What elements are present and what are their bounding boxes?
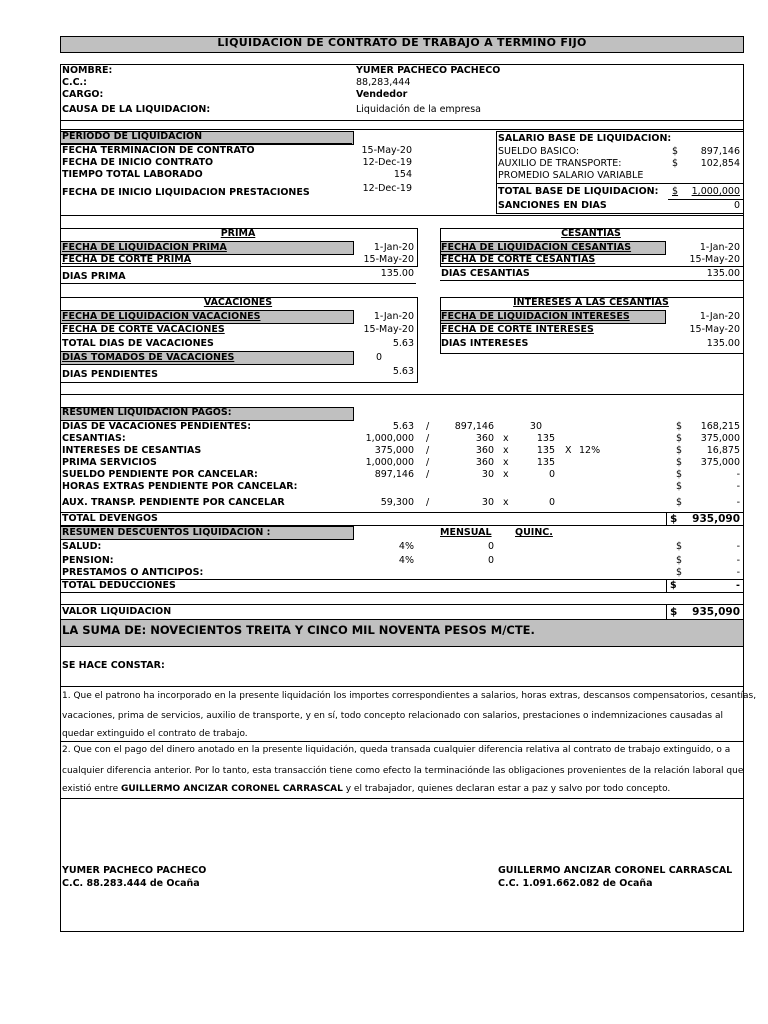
intereses-dias-label: DIAS INTERESES <box>441 338 529 349</box>
periodo-label: FECHA DE INICIO CONTRATO <box>62 157 214 168</box>
paragraph-line-end: y el trabajador, quienes declaran estar a paz y salvo por todo concepto. <box>342 784 671 794</box>
descuentos-header: RESUMEN DESCUENTOS LIQUIDACION : <box>62 527 271 538</box>
paragraph-line: 1. Que el patrono ha incorporado en la presente liquidación los importes correspondientes a salarios, horas extras, descansos compensatorios, cesantías, <box>62 691 757 701</box>
paragraph-line: cualquier diferencia anterior. Por lo tanto, esta transacción tiene como efecto la terminaciónde las obligaciones provenientes de la relación laboral que <box>62 766 744 776</box>
resumen-total: - <box>736 497 740 508</box>
nombre-label: NOMBRE: <box>62 65 113 76</box>
resumen-c: 135 <box>536 433 555 444</box>
resumen-b: 360 <box>475 433 494 444</box>
divider <box>440 280 743 281</box>
prima-header: PRIMA <box>220 228 256 239</box>
resumen-total: - <box>736 469 740 480</box>
sueldo-value: 897,146 <box>700 146 740 157</box>
divider <box>60 512 743 513</box>
divider <box>60 215 743 216</box>
resumen-a: 1,000,000 <box>365 457 414 468</box>
resumen-op: / <box>426 445 430 456</box>
descuento-total: - <box>736 567 740 578</box>
intereses-fecha-liq: 1-Jan-20 <box>699 311 740 322</box>
vacaciones-tomados: 0 <box>375 352 382 363</box>
auxilio-currency: $ <box>672 158 679 169</box>
resumen-currency: $ <box>676 445 683 456</box>
resumen-a: 5.63 <box>392 421 414 432</box>
employer-signature-cc: C.C. 1.091.662.082 de Ocaña <box>498 878 653 889</box>
sueldo-label: SUELDO BASICO: <box>498 146 580 157</box>
valor-currency: $ <box>670 606 678 618</box>
resumen-op: / <box>426 433 430 444</box>
divider <box>60 592 743 593</box>
resumen-b: 360 <box>475 445 494 456</box>
total-base-label: TOTAL BASE DE LIQUIDACION: <box>498 186 659 197</box>
vacaciones-fecha-corte: 15-May-20 <box>363 324 414 335</box>
resumen-currency: $ <box>676 469 683 480</box>
cesantias-fecha-corte: 15-May-20 <box>689 254 740 265</box>
vacaciones-fecha-liq: 1-Jan-20 <box>373 311 414 322</box>
cargo-value: Vendedor <box>356 89 408 100</box>
resumen-a: 59,300 <box>380 497 414 508</box>
resumen-b: 360 <box>475 457 494 468</box>
cesantias-header: CESANTIAS <box>561 228 621 239</box>
nombre-value: YUMER PACHECO PACHECO <box>356 65 501 76</box>
cc-value: 88,283,444 <box>356 77 411 88</box>
total-devengos-label: TOTAL DEVENGOS <box>62 513 158 524</box>
prima-dias-label: DIAS PRIMA <box>62 271 126 282</box>
periodo-label: FECHA DE INICIO LIQUIDACION PRESTACIONES <box>62 187 310 198</box>
resumen-op: / <box>426 497 430 508</box>
divider <box>60 120 743 121</box>
resumen-c: 135 <box>536 457 555 468</box>
resumen-total: 375,000 <box>700 457 740 468</box>
periodo-label: FECHA TERMINACION DE CONTRATO <box>62 145 255 156</box>
cesantias-fecha-liq-label: FECHA DE LIQUIDACION CESANTIAS <box>441 242 632 253</box>
descuento-label: PENSION: <box>62 555 114 566</box>
descuento-pct: 4% <box>398 541 414 552</box>
descuento-label: SALUD: <box>62 541 102 552</box>
prima-fecha-liq: 1-Jan-20 <box>373 242 414 253</box>
resumen-b: 30 <box>481 469 494 480</box>
vacaciones-pendientes-label: DIAS PENDIENTES <box>62 369 158 380</box>
intereses-dias: 135.00 <box>706 338 740 349</box>
resumen-b: 30 <box>481 497 494 508</box>
descuento-total: - <box>736 541 740 552</box>
sanciones-value: 0 <box>733 200 740 211</box>
promedio-label: PROMEDIO SALARIO VARIABLE <box>498 170 644 181</box>
constar-text: SE HACE CONSTAR: <box>62 660 165 671</box>
descuento-mensual: 0 <box>487 555 494 566</box>
divider <box>60 741 743 742</box>
prima-fecha-corte-label: FECHA DE CORTE PRIMA <box>62 254 192 265</box>
resumen-label: PRIMA SERVICIOS <box>62 457 157 468</box>
resumen-currency: $ <box>676 481 683 492</box>
vacaciones-fecha-liq-label: FECHA DE LIQUIDACION VACACIONES <box>62 311 261 322</box>
periodo-label: TIEMPO TOTAL LABORADO <box>62 169 203 180</box>
paragraph-line <box>62 783 670 795</box>
resumen-a: 1,000,000 <box>365 433 414 444</box>
resumen-currency: $ <box>676 457 683 468</box>
divider <box>60 143 352 144</box>
descuento-currency: $ <box>676 567 683 578</box>
mensual-label: MENSUAL <box>440 527 492 538</box>
resumen-op: / <box>426 421 430 432</box>
periodo-header: PERIODO DE LIQUIDACION <box>62 131 203 142</box>
sanciones-label: SANCIONES EN DIAS <box>498 200 607 211</box>
cargo-label: CARGO: <box>62 89 104 100</box>
total-devengos-value: 935,090 <box>692 513 740 525</box>
total-devengos-currency: $ <box>670 513 678 525</box>
prima-dias: 135.00 <box>380 268 414 279</box>
valor-label: VALOR LIQUIDACION <box>62 606 172 617</box>
causa-value: Liquidación de la empresa <box>356 104 482 115</box>
valor-value: 935,090 <box>692 606 740 618</box>
auxilio-value: 102,854 <box>700 158 740 169</box>
total-deducciones-value: - <box>736 580 740 591</box>
resumen-c: 0 <box>548 469 555 480</box>
total-base-value: 1,000,000 <box>691 186 740 197</box>
employee-signature-cc: C.C. 88.283.444 de Ocaña <box>62 878 200 889</box>
resumen-total: - <box>736 481 740 492</box>
resumen-total: 375,000 <box>700 433 740 444</box>
sueldo-currency: $ <box>672 146 679 157</box>
vacaciones-pendientes: 5.63 <box>392 366 414 377</box>
resumen-b: 897,146 <box>454 421 494 432</box>
prima-fecha-liq-label: FECHA DE LIQUIDACION PRIMA <box>62 242 227 253</box>
divider <box>60 604 743 605</box>
periodo-value: 15-May-20 <box>361 145 412 156</box>
resumen-op: X <box>565 445 572 456</box>
causa-label: CAUSA DE LA LIQUIDACION: <box>62 104 211 115</box>
resumen-op: x <box>503 469 509 480</box>
cesantias-fecha-liq: 1-Jan-20 <box>699 242 740 253</box>
descuento-pct: 4% <box>398 555 414 566</box>
cc-label: C.C.: <box>62 77 87 88</box>
total-deducciones-currency: $ <box>670 580 677 591</box>
resumen-c: 135 <box>536 445 555 456</box>
intereses-fecha-liq-label: FECHA DE LIQUIDACION INTERESES <box>441 311 630 322</box>
resumen-c: 0 <box>548 497 555 508</box>
paragraph-line: quedar extinguido el contrato de trabajo. <box>62 729 248 739</box>
resumen-currency: $ <box>676 433 683 444</box>
total-base-currency: $ <box>672 186 679 197</box>
auxilio-label: AUXILIO DE TRANSPORTE: <box>498 158 622 169</box>
resumen-header: RESUMEN LIQUIDACION PAGOS: <box>62 407 232 418</box>
cesantias-dias-label: DIAS CESANTIAS <box>441 268 530 279</box>
suma-text: LA SUMA DE: NOVECIENTOS TREITA Y CINCO MIL NOVENTA PESOS M/CTE. <box>62 623 535 637</box>
paragraph-employer-name: GUILLERMO ANCIZAR CORONEL CARRASCAL <box>120 784 343 794</box>
vacaciones-total-label: TOTAL DIAS DE VACACIONES <box>62 338 214 349</box>
prima-fecha-corte: 15-May-20 <box>363 254 414 265</box>
periodo-value: 12-Dec-19 <box>362 183 412 194</box>
vacaciones-total: 5.63 <box>392 338 414 349</box>
vacaciones-tomados-label: DIAS TOMADOS DE VACACIONES <box>62 352 235 363</box>
intereses-header: INTERESES A LAS CESANTIAS <box>513 297 669 308</box>
vacaciones-header: VACACIONES <box>203 297 273 308</box>
resumen-op: x <box>503 445 509 456</box>
resumen-op: x <box>503 433 509 444</box>
resumen-a: 897,146 <box>374 469 414 480</box>
resumen-label: DIAS DE VACACIONES PENDIENTES: <box>62 421 252 432</box>
divider <box>60 283 416 284</box>
resumen-d: 12% <box>579 445 601 456</box>
resumen-label: HORAS EXTRAS PENDIENTE POR CANCELAR: <box>62 481 298 492</box>
descuento-currency: $ <box>676 555 683 566</box>
vacaciones-fecha-corte-label: FECHA DE CORTE VACACIONES <box>62 324 225 335</box>
resumen-label: CESANTIAS: <box>62 433 126 444</box>
periodo-value: 12-Dec-19 <box>362 157 412 168</box>
cesantias-dias: 135.00 <box>706 268 740 279</box>
salario-header: SALARIO BASE DE LIQUIDACION: <box>498 133 672 144</box>
paragraph-line-start: existió entre <box>62 784 121 794</box>
resumen-total: 168,215 <box>700 421 740 432</box>
resumen-op: / <box>426 457 430 468</box>
total-deducciones-label: TOTAL DEDUCCIONES <box>62 580 176 591</box>
divider <box>60 129 743 130</box>
descuento-label: PRESTAMOS O ANTICIPOS: <box>62 567 204 578</box>
resumen-currency: $ <box>676 421 683 432</box>
resumen-currency: $ <box>676 497 683 508</box>
descuento-mensual: 0 <box>487 541 494 552</box>
divider <box>496 183 743 184</box>
quinc-label: QUINC. <box>515 527 553 538</box>
employee-signature-name: YUMER PACHECO PACHECO <box>62 865 207 876</box>
resumen-c: 30 <box>529 421 542 432</box>
descuento-currency: $ <box>676 541 683 552</box>
divider <box>60 798 743 799</box>
document-title: LIQUIDACION DE CONTRATO DE TRABAJO A TERMINO FIJO <box>217 36 587 49</box>
cesantias-fecha-corte-label: FECHA DE CORTE CESANTIAS <box>441 254 596 265</box>
resumen-op: x <box>503 457 509 468</box>
resumen-label: INTERESES DE CESANTIAS <box>62 445 202 456</box>
descuento-total: - <box>736 555 740 566</box>
paragraph-line: 2. Que con el pago del dinero anotado en la presente liquidación, queda transada cualquier diferencia relativa al contrato de trabajo extinguido, o a <box>62 745 731 755</box>
intereses-fecha-corte-label: FECHA DE CORTE INTERESES <box>441 324 594 335</box>
intereses-fecha-corte: 15-May-20 <box>689 324 740 335</box>
resumen-label: AUX. TRANSP. PENDIENTE POR CANCELAR <box>62 497 285 508</box>
resumen-label: SUELDO PENDIENTE POR CANCELAR: <box>62 469 258 480</box>
resumen-total: 16,875 <box>706 445 740 456</box>
resumen-a: 375,000 <box>374 445 414 456</box>
divider <box>60 686 743 687</box>
employer-signature-name: GUILLERMO ANCIZAR CORONEL CARRASCAL <box>498 865 733 876</box>
resumen-op: / <box>426 469 430 480</box>
paragraph-line: vacaciones, prima de servicios, auxilio de transporte, y en sí, todo concepto relacionado con salarios, prestaciones o indemnizaciones causadas al <box>62 711 723 721</box>
periodo-value: 154 <box>393 169 412 180</box>
resumen-op: x <box>503 497 509 508</box>
divider <box>60 394 743 395</box>
